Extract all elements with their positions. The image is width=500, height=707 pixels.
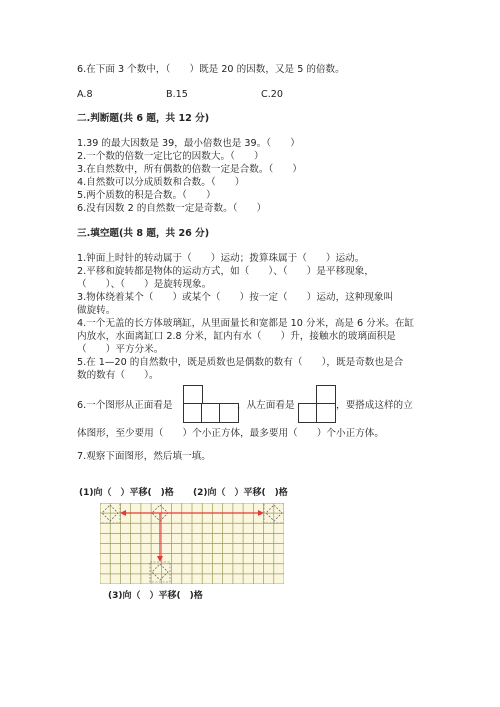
judge-item-5: 5.两个质数的积是合数。（ ） [77,190,216,201]
q6-front-text: 6.一个图形从正面看是 [77,400,173,411]
q6-stem: 6.在下面 3 个数中，（ ）既是 20 的因数，又是 5 的倍数。 [77,64,345,75]
fill-line-10: 数的数有（ ）。 [77,370,159,381]
fill-line-8: （ ）平方分米。 [77,344,164,355]
option-c: C.20 [261,89,283,100]
judge-item-6: 6.没有因数 2 的自然数一定是奇数。（ ） [77,203,267,214]
option-b: B.15 [166,89,188,100]
section3-title: 三.填空题(共 8 题，共 26 分) [77,228,210,239]
grid-label-3: (3)向（ ）平移( )格 [108,591,203,601]
translation-grid [100,503,284,584]
q6-line2: 体图形，至少要用（ ）个小正方体，最多要用（ ）个小正方体。 [77,428,384,439]
fill-line-1: 1.钟面上时针的转动属于（ ）运动；拨算珠属于（ ）运动。 [77,253,365,264]
judge-item-2: 2.一个数的倍数一定比它的因数大。（ ） [77,151,264,162]
q7-text: 7.观察下面图形，然后填一填。 [77,451,211,462]
fill-line-9: 5.在 1—20 的自然数中，既是质数也是偶数的数有（ ），既是奇数也是合 [77,357,404,368]
fill-line-4: 3.物体绕着某个（ ）或某个（ ）按一定（ ）运动，这种现象叫 [77,292,394,303]
fill-line-2: 2.平移和旋转都是物体的运动方式，如（ ）、（ ）是平移现象， [77,266,374,277]
judge-item-4: 4.自然数可以分成质数和合数。（ ） [77,177,245,188]
grid-label-2: (2)向（ ）平移( )格 [193,488,288,498]
judge-item-3: 3.在自然数中，所有偶数的倍数一定是合数。（ ） [77,164,303,175]
fill-line-3: （ ）、（ ）是旋转现象。 [77,279,212,290]
fill-line-5: 做旋转。 [77,305,116,316]
fill-line-7: 内放水，水面离缸口 2.8 分米，缸内有水（ ）升，接触水的玻璃面积是 [77,331,396,342]
option-a: A.8 [77,89,93,100]
judge-item-1: 1.39 的最大因数是 39，最小倍数也是 39。（ ） [77,138,300,149]
q6-left-text: ，从左面看是 [237,400,295,411]
fill-line-6: 4.一个无盖的长方体玻璃缸，从里面量长和宽都是 10 分米，高是 6 分米。在缸 [77,318,415,329]
grid-label-1: (1)向（ ）平移( )格 [79,488,174,498]
q6-tail-text: ，要搭成这样的立 [336,400,413,411]
section2-title: 二.判断题(共 6 题，共 12 分) [77,113,210,124]
